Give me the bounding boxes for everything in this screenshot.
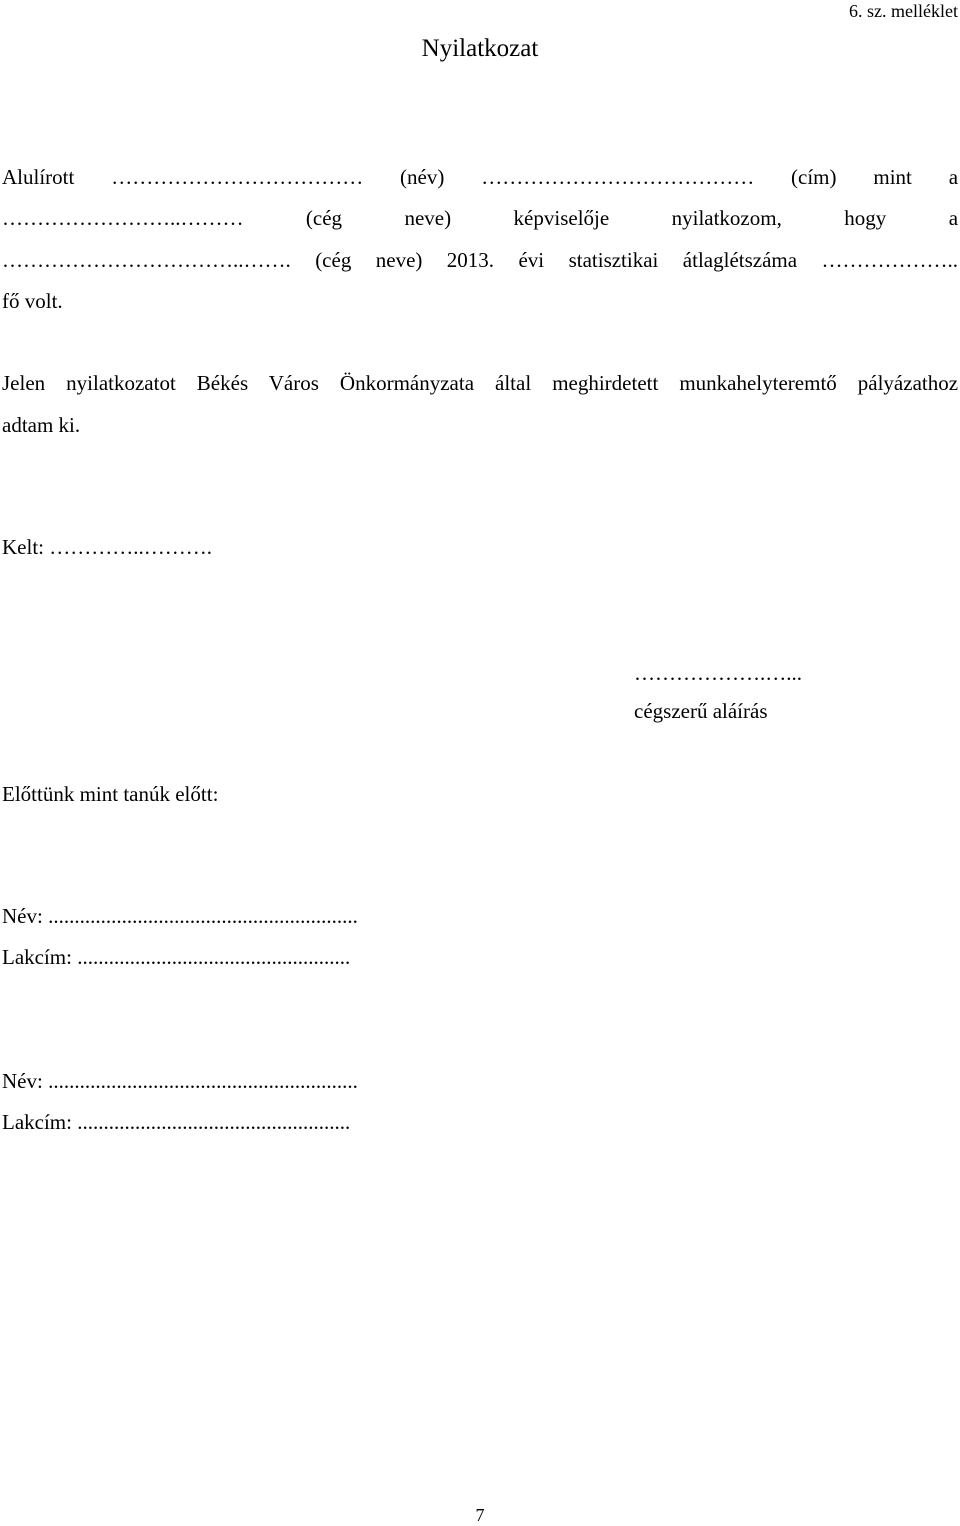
- blank-company-name: ……………………………..…….: [2, 248, 291, 272]
- statement-line-1: [2, 164, 958, 190]
- paragraph-line-2: adtam ki.: [2, 413, 81, 437]
- text-word: Alulírott: [2, 165, 75, 189]
- text-word: hogy: [844, 206, 887, 230]
- signature-line: ……………….…...: [634, 661, 802, 685]
- text-word: (cég: [305, 206, 343, 230]
- blank-address: …………………………………: [481, 165, 755, 189]
- text-word: munkahelyteremtő: [679, 371, 837, 395]
- text-word: a: [948, 165, 959, 189]
- statement-line-2: [2, 205, 958, 231]
- witness-1-address-field: Lakcím: ....................................................: [2, 945, 351, 969]
- witness-2-address-field: Lakcím: ....................................................: [2, 1110, 351, 1134]
- text-word: pályázathoz: [857, 371, 959, 395]
- date-line: Kelt: …………..……….: [2, 535, 212, 559]
- text-word: a: [948, 206, 959, 230]
- witness-heading: Előttünk mint tanúk előtt:: [2, 782, 219, 806]
- page-number: 7: [475, 1505, 485, 1525]
- text-word: nyilatkozatot: [66, 371, 176, 395]
- text-word: nyilatkozom,: [671, 206, 782, 230]
- statement-line-4: fő volt.: [2, 289, 63, 313]
- text-word: által: [495, 371, 532, 395]
- text-word: képviselője: [513, 206, 610, 230]
- witness-1-name-field: Név: ...........................................................: [2, 904, 358, 928]
- paragraph-line-1: [2, 370, 958, 396]
- blank-company: ……………………..………: [2, 206, 244, 230]
- blank-headcount: ………………..: [821, 248, 959, 272]
- text-word: (cím): [791, 165, 837, 189]
- text-word: meghirdetett: [552, 371, 659, 395]
- text-word: Önkormányzata: [339, 371, 475, 395]
- text-word: Város: [268, 371, 319, 395]
- text-word: mint: [873, 165, 912, 189]
- document-title: Nyilatkozat: [421, 35, 539, 62]
- blank-name: ………………………………: [111, 165, 364, 189]
- text-word: neve): [404, 206, 452, 230]
- text-word: (név): [400, 165, 445, 189]
- witness-2-name-field: Név: ...........................................................: [2, 1069, 358, 1093]
- text-segment: (cég neve) 2013. évi statisztikai átlaglétszáma: [315, 248, 798, 272]
- annex-label: 6. sz. melléklet: [849, 1, 958, 21]
- text-word: Jelen: [2, 371, 46, 395]
- statement-line-3: [2, 247, 958, 273]
- signature-label: cégszerű aláírás: [634, 699, 768, 723]
- text-word: Békés: [196, 371, 249, 395]
